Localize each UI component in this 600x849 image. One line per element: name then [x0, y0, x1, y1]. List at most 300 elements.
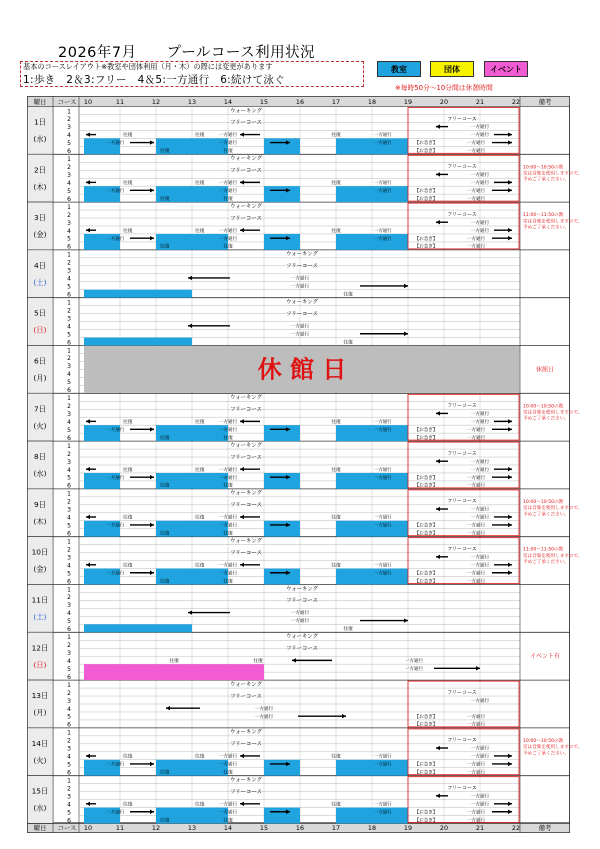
day-4-date-cell — [28, 250, 54, 298]
day-2-oneway-4: 一方通行 — [374, 180, 392, 186]
day-14-evening-arrow-2-head — [508, 754, 512, 758]
day-14-roundtrip-5: 往復 — [223, 770, 233, 776]
day-2-lane-3: 3 — [67, 172, 71, 179]
day-2-arrow-l-2-head — [240, 180, 244, 184]
day-2-lane-5: 5 — [67, 187, 71, 195]
day-9-date-cell — [28, 489, 54, 537]
header-bottom-hour-22: 22 — [511, 824, 521, 832]
day-9-evening-arrow-2-head — [508, 515, 512, 519]
header-bottom-course-label: コース — [57, 824, 77, 832]
day-9-oneway-4: 一方通行 — [374, 515, 392, 521]
day-7-evening-free: フリーコース — [447, 403, 477, 410]
day-7-roundtrip-2: 往復 — [195, 419, 205, 425]
day-8-date-cell — [28, 441, 54, 489]
day-7-oneway-1: 一方通行 — [106, 427, 125, 433]
day-14-evening-oneway-4: 一方通行 — [466, 770, 486, 776]
day-13-weekday: (月) — [33, 708, 47, 718]
day-8-lane-2: 2 — [67, 450, 71, 458]
day-9-arrow-l-2-head — [240, 515, 244, 519]
day-10-note-line-1: 室は音楽を使用しますので、 — [523, 553, 583, 559]
day-3-lane-2: 2 — [67, 211, 71, 219]
day-11-lane-6: 6 — [67, 626, 71, 634]
day-9-evening-oneway-4: 一方通行 — [466, 531, 486, 537]
day-8-roundtrip-3: 往復 — [331, 467, 341, 473]
day-15-evening-arrow-2-head — [508, 802, 512, 806]
day-3-class-block-2 — [264, 234, 300, 250]
day-8-lane-3: 3 — [67, 458, 71, 466]
day-1-lane-6: 6 — [67, 148, 71, 156]
day-2-urgent-2: 【お急ぎ】 — [414, 196, 438, 202]
day-2-oneway-5: 一方通行 — [374, 188, 392, 194]
day-10-date: 10日 — [31, 547, 49, 557]
day-3-evening-oneway-2: 一方通行 — [470, 228, 490, 234]
day-10-roundtrip-5: 往復 — [223, 579, 233, 585]
day-3-weekday: (金) — [33, 230, 47, 240]
day-7-lane-6: 6 — [67, 434, 71, 442]
day-3-evening-oneway-4: 一方通行 — [466, 244, 486, 250]
day-2-note-line-0: 10:00～10:50の教 — [523, 165, 564, 171]
day-9-lane-2: 2 — [67, 498, 71, 506]
day-8-oneway-3: 一方通行 — [218, 475, 238, 481]
day-2-oneway-3: 一方通行 — [218, 188, 238, 194]
day-11-arrow-r-head — [404, 618, 408, 622]
day-14-note-line-0: 10:00～10:50の教 — [523, 738, 564, 744]
day-12-lane-1: 1 — [67, 634, 71, 642]
day-15-class-block-3 — [336, 808, 408, 824]
day-12-note: イベント有 — [529, 653, 561, 661]
day-5-lane-2: 2 — [67, 307, 71, 315]
day-12-weekday: (日) — [33, 660, 47, 670]
day-10-evening-oneway-1: 一方通行 — [470, 555, 490, 561]
day-10-arrow-l-2-head — [240, 563, 244, 567]
day-8-roundtrip-4: 往復 — [160, 483, 170, 489]
day-11-weekday: (土) — [33, 612, 47, 622]
day-2-lane-4: 4 — [67, 179, 71, 187]
day-7-roundtrip-3: 往復 — [331, 419, 341, 425]
day-5-oneway-1: 一方通行 — [290, 324, 310, 330]
day-7-arrow-l-1-head — [86, 419, 90, 423]
day-14-evening-oneway-2: 一方通行 — [470, 754, 490, 760]
day-9-roundtrip-2: 往復 — [195, 515, 205, 521]
day-8-evening-arrow-3-head — [508, 475, 512, 479]
day-11-oneway-2: 一方通行 — [290, 619, 310, 625]
day-10-lane-1: 1 — [67, 538, 71, 546]
day-13-oneway-2: 一方通行 — [254, 714, 274, 720]
day-2-note-line-2: 予めご了承ください。 — [523, 177, 569, 183]
day-8-arrow-r-1-head — [150, 475, 154, 479]
day-2-evening-oneway-2: 一方通行 — [470, 180, 490, 186]
day-9-note-line-2: 予めご了承ください。 — [523, 512, 569, 518]
page-title: 2026年7月 プールコース利用状況 — [58, 45, 316, 61]
day-3-oneway-4: 一方通行 — [374, 228, 392, 234]
day-14-weekday: (火) — [33, 755, 47, 765]
day-9-oneway-5: 一方通行 — [374, 523, 392, 529]
day-5-weekday: (日) — [33, 325, 47, 335]
day-9-lane-4: 4 — [67, 514, 71, 522]
day-14-free: フリーコース — [230, 741, 262, 748]
day-1-weekday: (水) — [33, 134, 47, 144]
day-15-oneway-1: 一方通行 — [106, 810, 125, 816]
day-14-oneway-2: 一方通行 — [218, 754, 238, 760]
day-9-evening-arrow-1-head — [436, 507, 440, 511]
day-4-lane-2: 2 — [67, 259, 71, 267]
day-14-class-block-3 — [336, 760, 408, 776]
day-1-free: フリーコース — [230, 120, 262, 127]
day-15-lane-2: 2 — [67, 785, 71, 793]
header-bottom-hour-11: 11 — [115, 824, 125, 832]
day-9-lane-6: 6 — [67, 530, 71, 538]
day-1-arrow-r-1-head — [150, 140, 154, 144]
day-11-free: フリーコース — [286, 598, 318, 605]
day-3-arrow-r-1-head — [150, 236, 154, 240]
day-3-evening-arrow-1-head — [436, 220, 440, 224]
day-14-lane-5: 5 — [67, 761, 71, 769]
day-4-lane-3: 3 — [67, 267, 71, 275]
day-5-lane-6: 6 — [67, 339, 71, 347]
day-11-arrow-l-head — [188, 610, 192, 614]
day-1-class-block-3 — [336, 138, 408, 154]
day-1-class-block-2 — [264, 138, 300, 154]
day-4-roundtrip: 往復 — [343, 292, 353, 298]
day-3-note-line-0: 11:00～11:50の教 — [523, 213, 564, 219]
day-14-urgent-2: 【お急ぎ】 — [414, 770, 438, 776]
day-9-arrow-r-1-head — [150, 523, 154, 527]
day-14-evening-oneway-1: 一方通行 — [470, 746, 490, 752]
day-8-oneway-4: 一方通行 — [374, 467, 392, 473]
day-11-class-block — [84, 624, 192, 632]
day-6-lane-3: 3 — [67, 363, 71, 371]
day-13-evening-oneway-3: 一方通行 — [466, 722, 486, 728]
day-6-lane-2: 2 — [67, 355, 71, 363]
day-2-evening-arrow-3-head — [508, 188, 512, 192]
day-13-date-cell — [28, 680, 54, 728]
day-12-oneway-2: 一方通行 — [404, 666, 424, 672]
day-7-oneway-4: 一方通行 — [374, 419, 392, 425]
day-10-class-block-2 — [264, 569, 300, 585]
day-7-evening-oneway-3: 一方通行 — [466, 427, 486, 433]
day-8-urgent-1: 【お急ぎ】 — [414, 475, 438, 481]
day-10-evening-oneway-4: 一方通行 — [466, 579, 486, 585]
day-12-oneway-1: 一方通行 — [404, 658, 424, 664]
day-8-evening-oneway-1: 一方通行 — [470, 459, 490, 465]
day-10-oneway-5: 一方通行 — [374, 571, 392, 577]
day-14-arrow-l-2-head — [240, 754, 244, 758]
day-3-urgent-2: 【お急ぎ】 — [414, 244, 438, 250]
day-2-date-cell — [28, 154, 54, 202]
day-12-free: フリーコース — [286, 646, 318, 653]
day-14-evening-arrow-3-head — [508, 762, 512, 766]
day-7-date-cell — [28, 393, 54, 441]
day-13-arrow-l-head — [166, 706, 170, 710]
day-15-evening-oneway-3: 一方通行 — [466, 810, 486, 816]
day-7-oneway-2: 一方通行 — [218, 419, 238, 425]
day-10-lane-4: 4 — [67, 562, 71, 570]
day-2-oneway-2: 一方通行 — [218, 180, 238, 186]
day-14-lane-4: 4 — [67, 753, 71, 761]
day-13-walking: ウォーキング — [230, 681, 262, 688]
day-7-lane-2: 2 — [67, 403, 71, 411]
day-1-evening-oneway-1: 一方通行 — [470, 125, 490, 131]
day-8-lane-1: 1 — [67, 442, 71, 450]
day-3-oneway-1: 一方通行 — [106, 236, 125, 242]
day-2-roundtrip-5: 往復 — [223, 196, 233, 202]
day-9-evening-oneway-3: 一方通行 — [466, 523, 486, 529]
day-9-evening-oneway-1: 一方通行 — [470, 507, 490, 513]
day-11-lane-3: 3 — [67, 602, 71, 610]
day-13-arrow-r-head — [342, 714, 346, 718]
day-12-date-cell — [28, 632, 54, 680]
day-1-evening-arrow-2-head — [508, 132, 512, 136]
day-12-arrow-r-head — [476, 666, 480, 670]
day-3-evening-oneway-3: 一方通行 — [466, 236, 486, 242]
day-1-roundtrip-3: 往復 — [331, 133, 341, 139]
day-13-lane-4: 4 — [67, 705, 71, 713]
day-11-lane-4: 4 — [67, 610, 71, 618]
day-5-arrow-l-head — [188, 324, 192, 328]
day-10-oneway-1: 一方通行 — [106, 571, 125, 577]
day-1-lane-3: 3 — [67, 124, 71, 132]
day-2-lane-2: 2 — [67, 164, 71, 172]
day-3-roundtrip-4: 往復 — [160, 244, 170, 250]
day-8-evening-arrow-2-head — [508, 467, 512, 471]
day-10-roundtrip-2: 往復 — [195, 563, 205, 569]
day-14-class-block-2 — [264, 760, 300, 776]
day-3-date: 3日 — [33, 213, 47, 223]
day-1-oneway-2: 一方通行 — [218, 133, 238, 139]
day-10-roundtrip-1: 往復 — [123, 563, 133, 569]
day-9-roundtrip-1: 往復 — [123, 515, 133, 521]
day-8-evening-arrow-1-head — [436, 459, 440, 463]
day-8-evening-oneway-2: 一方通行 — [470, 467, 490, 473]
day-9-evening-oneway-2: 一方通行 — [470, 515, 490, 521]
day-3-arrow-l-2-head — [240, 228, 244, 232]
day-10-roundtrip-3: 往復 — [331, 563, 341, 569]
day-15-oneway-3: 一方通行 — [218, 810, 238, 816]
day-5-roundtrip: 往復 — [343, 340, 353, 346]
header-top-day-label: 曜日 — [33, 98, 47, 106]
day-14-evening-free: フリーコース — [447, 737, 477, 744]
day-7-roundtrip-5: 往復 — [223, 435, 233, 441]
day-15-arrow-l-1-head — [86, 802, 90, 806]
day-5-free: フリーコース — [286, 311, 318, 318]
day-14-arrow-l-1-head — [86, 754, 90, 758]
header-bottom-hour-18: 18 — [367, 824, 377, 832]
day-9-note-line-0: 10:00～10:50の教 — [523, 499, 564, 505]
day-9-weekday: (木) — [33, 516, 47, 526]
day-15-lane-1: 1 — [67, 777, 71, 785]
day-7-evening-oneway-2: 一方通行 — [470, 419, 490, 425]
day-14-arrow-r-1-head — [150, 762, 154, 766]
day-2-evening-arrow-2-head — [508, 180, 512, 184]
day-7-note-line-0: 10:00～10:50の教 — [523, 404, 564, 410]
day-9-walking: ウォーキング — [230, 490, 262, 497]
day-7-urgent-1: 【お急ぎ】 — [414, 427, 438, 433]
day-1-arrow-l-2-head — [240, 132, 244, 136]
day-15-lane-5: 5 — [67, 809, 71, 817]
day-15-lane-3: 3 — [67, 793, 71, 801]
day-3-evening-oneway-1: 一方通行 — [470, 220, 490, 226]
day-6-lane-4: 4 — [67, 371, 71, 379]
day-10-evening-arrow-1-head — [436, 555, 440, 559]
day-13-evening-free: フリーコース — [447, 689, 477, 696]
day-7-lane-1: 1 — [67, 395, 71, 403]
day-14-oneway-4: 一方通行 — [374, 754, 392, 760]
day-6-date-cell — [28, 346, 54, 394]
day-15-roundtrip-1: 往復 — [123, 802, 133, 808]
day-15-date-cell — [28, 776, 54, 824]
day-11-lane-2: 2 — [67, 594, 71, 602]
day-13-oneway-1: 一方通行 — [254, 706, 274, 712]
day-2-oneway-1: 一方通行 — [106, 188, 125, 194]
day-3-free: フリーコース — [230, 215, 262, 222]
day-12-event-block — [84, 664, 264, 680]
day-13-evening-oneway-2: 一方通行 — [466, 714, 486, 720]
day-6-date: 6日 — [33, 356, 47, 366]
day-15-roundtrip-3: 往復 — [331, 802, 341, 808]
day-8-class-block-2 — [264, 473, 300, 489]
day-4-date: 4日 — [33, 260, 47, 270]
day-7-evening-oneway-4: 一方通行 — [466, 435, 486, 441]
day-1-roundtrip-5: 往復 — [223, 149, 233, 155]
day-9-evening-free: フリーコース — [447, 498, 477, 505]
day-5-lane-5: 5 — [67, 331, 71, 339]
day-15-weekday: (水) — [33, 803, 47, 813]
day-1-oneway-3: 一方通行 — [218, 141, 238, 147]
day-6-closed-label: 休 館 日 — [257, 355, 347, 384]
day-10-evening-oneway-3: 一方通行 — [466, 571, 486, 577]
header-top-hour-22: 22 — [511, 98, 521, 106]
day-15-evening-arrow-3-head — [508, 810, 512, 814]
day-7-arrow-r-1-head — [150, 427, 154, 431]
day-2-class-block-3 — [336, 186, 408, 202]
day-14-note-line-1: 室は音楽を使用しますので、 — [523, 745, 583, 751]
day-9-arrow-l-1-head — [86, 515, 90, 519]
day-3-lane-3: 3 — [67, 219, 71, 227]
day-10-evening-oneway-2: 一方通行 — [470, 563, 490, 569]
header-top-hour-21: 21 — [475, 98, 485, 106]
day-8-lane-6: 6 — [67, 482, 71, 490]
day-14-lane-1: 1 — [67, 729, 71, 737]
rest-time-note: ※毎時50分〜10分間は休憩時間 — [395, 84, 493, 92]
day-8-arrow-l-1-head — [86, 467, 90, 471]
day-9-oneway-3: 一方通行 — [218, 523, 238, 529]
day-15-lane-4: 4 — [67, 801, 71, 809]
day-7-roundtrip-4: 往復 — [160, 435, 170, 441]
day-2-roundtrip-3: 往復 — [331, 180, 341, 186]
day-15-evening-oneway-4: 一方通行 — [466, 818, 486, 824]
day-8-oneway-2: 一方通行 — [218, 467, 238, 473]
day-1-evening-arrow-3-head — [508, 140, 512, 144]
day-6-lane-5: 5 — [67, 379, 71, 387]
day-10-date-cell — [28, 537, 54, 585]
day-8-roundtrip-1: 往復 — [123, 467, 133, 473]
day-13-lane-5: 5 — [67, 713, 71, 721]
header-bottom-hour-10: 10 — [83, 824, 93, 832]
day-2-walking: ウォーキング — [230, 156, 262, 163]
day-15-oneway-5: 一方通行 — [374, 810, 392, 816]
day-15-arrow-l-2-head — [240, 802, 244, 806]
day-9-lane-1: 1 — [67, 490, 71, 498]
day-15-evening-oneway-1: 一方通行 — [470, 794, 490, 800]
day-15-class-block-2 — [264, 808, 300, 824]
day-4-oneway-2: 一方通行 — [290, 284, 310, 290]
header-bottom-hour-17: 17 — [331, 824, 341, 832]
day-7-lane-3: 3 — [67, 411, 71, 418]
day-8-arrow-l-2-head — [240, 467, 244, 471]
day-9-roundtrip-4: 往復 — [160, 531, 170, 537]
header-bottom-hour-20: 20 — [439, 824, 449, 832]
day-3-oneway-2: 一方通行 — [218, 228, 238, 234]
day-5-lane-4: 4 — [67, 323, 71, 331]
day-4-arrow-r-head — [404, 284, 408, 288]
day-15-evening-oneway-2: 一方通行 — [470, 802, 490, 808]
day-7-free: フリーコース — [230, 407, 262, 414]
day-4-walking: ウォーキング — [286, 251, 318, 258]
header-top-course-label: コース — [57, 98, 77, 106]
day-8-free: フリーコース — [230, 454, 262, 461]
day-12-lane-5: 5 — [67, 665, 71, 673]
header-bottom-notes-label: 備考 — [538, 824, 552, 832]
day-1-evening-oneway-4: 一方通行 — [466, 149, 486, 155]
day-8-lane-4: 4 — [67, 466, 71, 474]
day-2-roundtrip-2: 往復 — [195, 180, 205, 186]
day-13-urgent-2: 【お急ぎ】 — [414, 722, 438, 728]
day-15-walking: ウォーキング — [230, 777, 262, 784]
day-15-arrow-r-1-head — [150, 810, 154, 814]
day-10-note-line-0: 11:00～11:50の教 — [523, 547, 564, 553]
day-10-arrow-r-1-head — [150, 571, 154, 575]
day-9-lane-5: 5 — [67, 522, 71, 530]
day-7-note-line-1: 室は音楽を使用しますので、 — [523, 410, 583, 416]
day-3-lane-1: 1 — [67, 203, 71, 211]
day-2-evening-oneway-3: 一方通行 — [466, 188, 486, 194]
day-1-evening-oneway-2: 一方通行 — [470, 133, 490, 139]
day-14-roundtrip-3: 往復 — [331, 754, 341, 760]
day-14-evening-arrow-1-head — [436, 746, 440, 750]
day-14-oneway-3: 一方通行 — [218, 762, 238, 768]
day-9-class-block-3 — [336, 521, 408, 537]
day-2-note-line-1: 室は音楽を使用しますので、 — [523, 171, 583, 177]
day-11-date-cell — [28, 585, 54, 633]
header-top-hour-12: 12 — [151, 98, 161, 106]
day-4-oneway-1: 一方通行 — [290, 276, 310, 282]
day-13-lane-3: 3 — [67, 697, 71, 705]
day-14-roundtrip-2: 往復 — [195, 754, 205, 760]
day-4-lane-1: 1 — [67, 251, 71, 259]
day-3-date-cell — [28, 202, 54, 250]
day-4-lane-4: 4 — [67, 275, 71, 283]
day-5-lane-1: 1 — [67, 299, 71, 307]
day-2-date: 2日 — [33, 165, 47, 175]
day-7-oneway-3: 一方通行 — [218, 427, 238, 433]
day-1-evening-free: フリーコース — [447, 116, 477, 123]
day-10-walking: ウォーキング — [230, 538, 262, 545]
day-10-urgent-2: 【お急ぎ】 — [414, 579, 438, 585]
day-3-class-block-3 — [336, 234, 408, 250]
day-4-lane-6: 6 — [67, 291, 71, 299]
header-top-hour-17: 17 — [331, 98, 341, 106]
day-9-class-block-2 — [264, 521, 300, 537]
day-4-arrow-l-head — [188, 276, 192, 280]
day-7-oneway-5: 一方通行 — [374, 427, 392, 433]
layout-note-line2: 1:歩き 2＆3:フリー 4＆5:一方通行 6:続けて泳ぐ — [23, 74, 286, 86]
layout-note-line1: 基本のコースレイアウト※教室や団体利用（月・木）の際には変更があります — [23, 62, 273, 71]
day-1-lane-1: 1 — [67, 108, 71, 116]
day-11-date: 11日 — [31, 595, 49, 605]
day-3-roundtrip-3: 往復 — [331, 228, 341, 234]
day-15-roundtrip-5: 往復 — [223, 818, 233, 824]
day-4-weekday: (土) — [33, 277, 47, 287]
